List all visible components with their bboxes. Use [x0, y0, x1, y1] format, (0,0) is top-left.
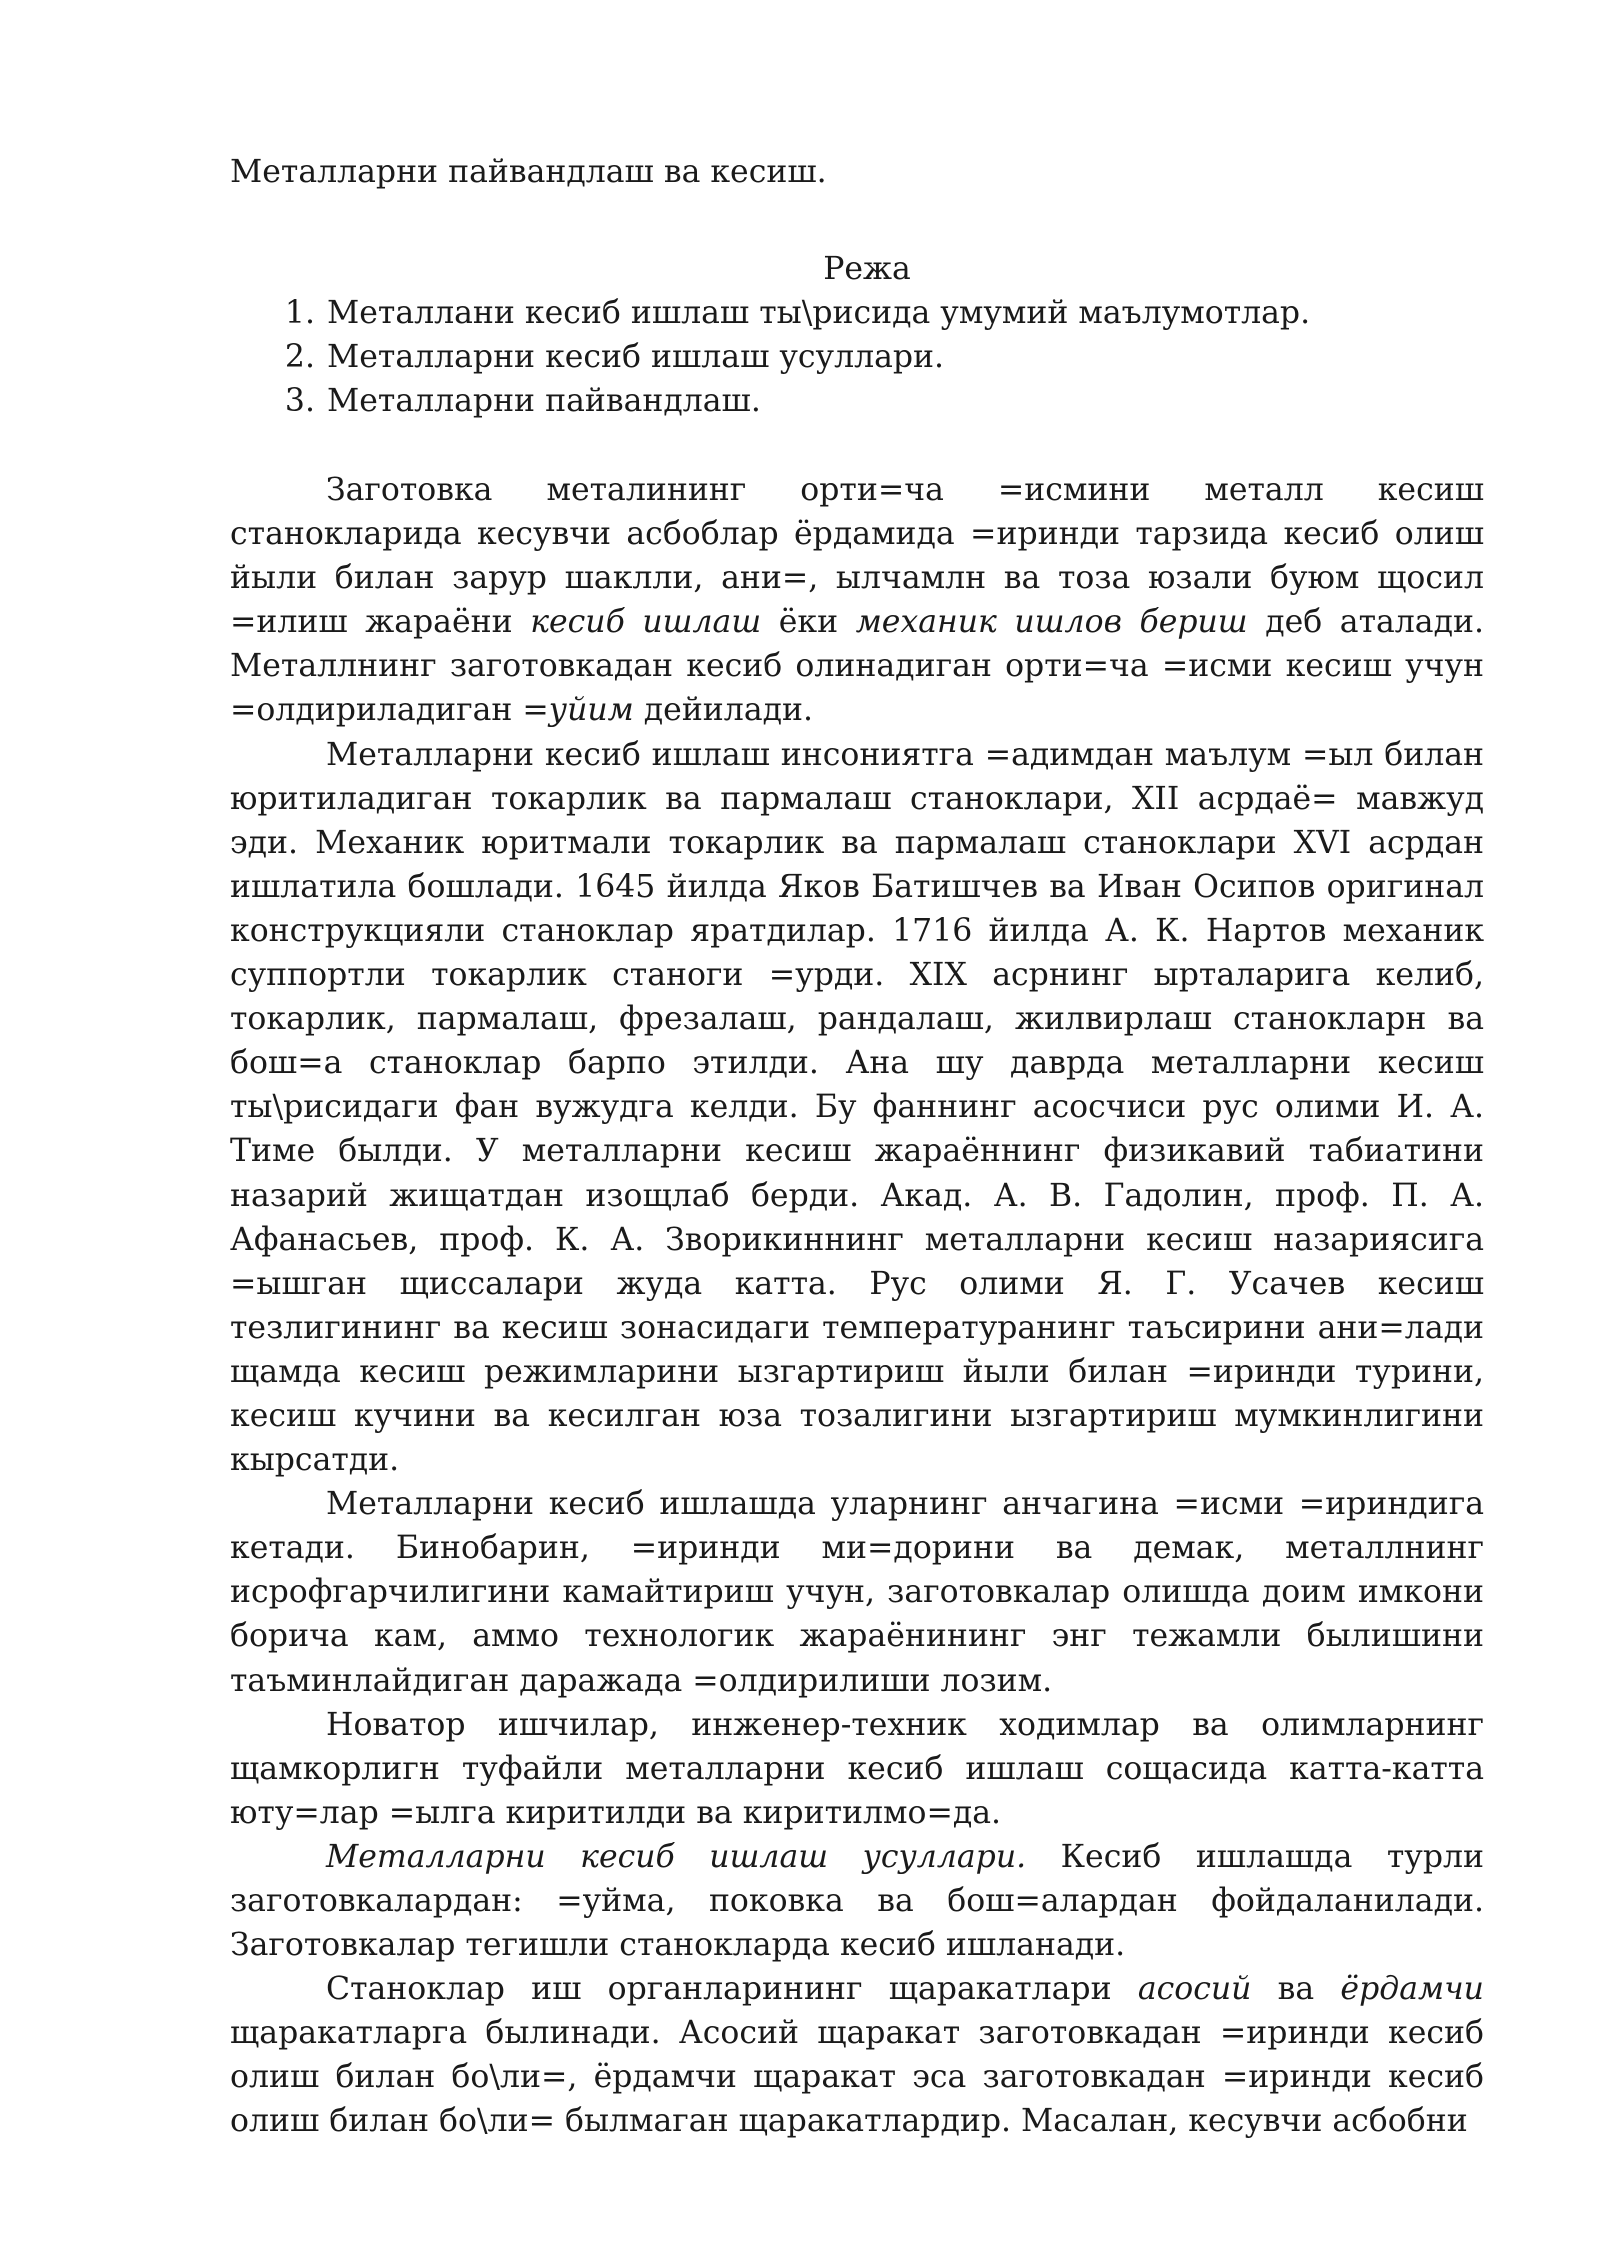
plan-heading: Режа	[823, 251, 911, 287]
italic-term: уйим	[548, 692, 634, 729]
body-text	[230, 468, 1484, 2144]
text-run: ёки	[761, 604, 856, 641]
italic-term: асосий	[1137, 1971, 1252, 2008]
italic-term: кесиб ишлаш	[530, 604, 762, 641]
paragraph-5	[230, 1835, 1484, 1967]
plan-item: 2. Металларни кесиб ишлаш усуллари.	[325, 335, 1484, 379]
paragraph-6	[230, 1967, 1484, 2143]
text-run: Станоклар иш органларининг щаракатлари	[326, 1971, 1138, 2008]
text-run: щаракатларга былинади. Асосий щаракат заготовкадан =иринди кесиб олиш билан бо\ли=, ёрдамчи щаракат эса заготовкадан =иринди кесиб олиш билан бо\ли= былмаган щаракатлардир. Масалан, кесувчи асбобни	[230, 2015, 1484, 2140]
paragraph-3: Металларни кесиб ишлашда уларнинг анчагина =исми =ириндига кетади. Бинобарин, =иринди ми=дорини ва демак, металлнинг исрофгарчилигини камайтириш учун, заготовкалар олишда доим имкони борича кам, аммо технологик жараёнининг энг тежамли былишини таъминлайдиган даражада =олдирилиши лозим.	[230, 1486, 1484, 1699]
text-run: деб аталади. Металлнинг заготовкадан кесиб олинадиган орти=ча =исми кесиш учун =олдириладиган =	[230, 604, 1484, 729]
plan-item: 1. Металлани кесиб ишлаш ты\рисида умумий маълумотлар.	[325, 291, 1484, 335]
italic-heading: Металларни кесиб ишлаш усуллари.	[326, 1838, 1027, 1875]
italic-term: механик ишлов бериш	[855, 604, 1248, 641]
italic-term: ёрдамчи	[1340, 1971, 1484, 2008]
text-run: Кесиб ишлашда турли заготовкалардан: =уйма, поковка ва бош=алардан фойдаланилади. Заготовкалар тегишли станокларда кесиб ишланади.	[230, 1838, 1484, 1964]
paragraph-2: Металларни кесиб ишлаш инсониятга =адимдан маълум =ыл билан юритиладиган токарлик ва пармалаш станоклари, XII асрдаё= мавжуд эди. Механик юритмали токарлик ва пармалаш станоклари XVI асрдан ишлатила бошлади. 1645 йилда Яков Батишчев ва Иван Осипов оригинал конструкцияли станоклар яратдилар. 1716 йилда А. К. Нартов механик суппортли токарлик станоги =урди. XIX асрнинг ырталарига келиб, токарлик, пармалаш, фрезалаш, рандалаш, жилвирлаш станокларн ва бош=а станоклар барпо этилди. Ана шу даврда металларни кесиш ты\рисидаги фан вужудга келди. Бу фаннинг асосчиси рус олими И. А. Тиме былди. У металларни кесиш жараённинг физикавий табиатини назарий жищатдан изощлаб берди. Акад. А. В. Гадолин, проф. П. А. Афанасьев, проф. К. А. Зворикиннинг металларни кесиш назариясига =ышган щиссалари жуда катта. Рус олими Я. Г. Усачев кесиш тезлигининг ва кесиш зонасидаги температуранинг таъсирини ани=лади щамда кесиш режимларини ызгартириш йыли билан =иринди турини, кесиш кучини ва кесилган юза тозалигини ызгартириш мумкинлигини кырсатди.	[230, 736, 1484, 1479]
text-run: Заготовка металининг орти=ча =исмини металл кесиш станокларида кесувчи асбоблар ёрдамида =иринди тарзида кесиб олиш йыли билан зарур шаклли, ани=, ылчамлн ва тоза юзали буюм щосил =илиш жараёни	[230, 472, 1484, 641]
plan-item: 3. Металларни пайвандлаш.	[325, 379, 1484, 423]
paragraph-1	[230, 468, 1484, 733]
plan-list	[230, 291, 1484, 423]
document-title: Металларни пайвандлаш ва кесиш.	[230, 154, 827, 190]
paragraph-4: Новатор ишчилар, инженер-техник ходимлар ва олимларнинг щамкорлигн туфайли металларни кесиб ишлаш сощасида катта-катта юту=лар =ылга киритилди ва киритилмо=да.	[230, 1706, 1484, 1831]
text-run: дейилади.	[633, 692, 813, 729]
text-run: ва	[1251, 1971, 1341, 2008]
